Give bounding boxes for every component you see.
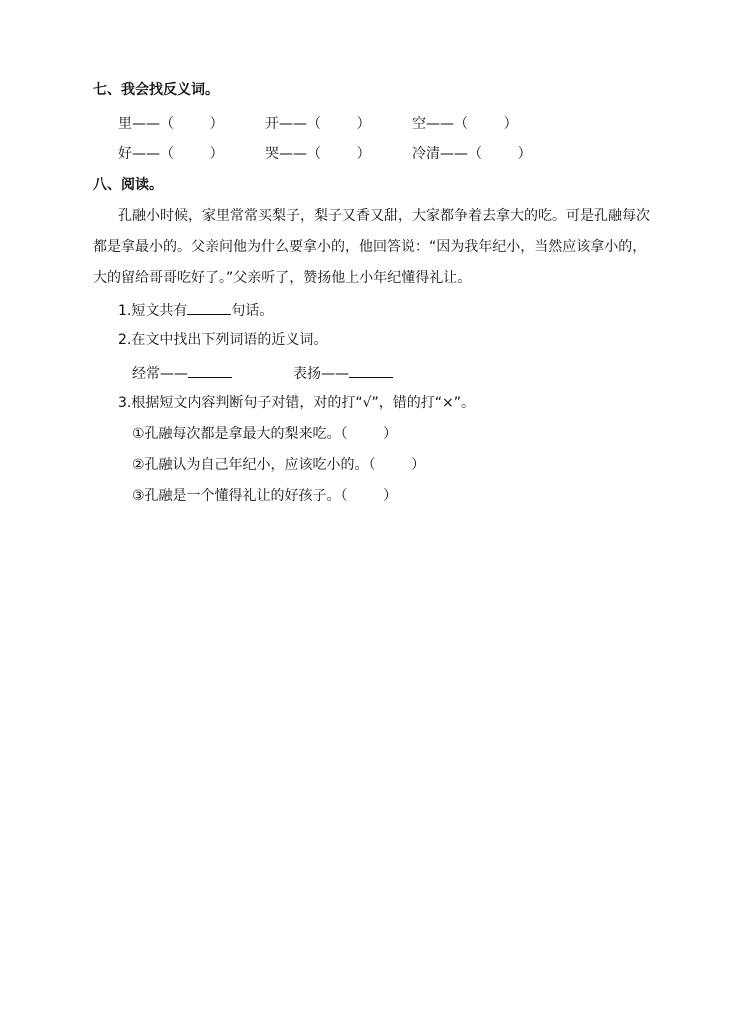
antonym-item: 里——（ ） [118, 116, 224, 132]
judge-item: ②孔融认为自己年纪小，应该吃小的。（ ） [132, 457, 426, 473]
question-3: 3.根据短文内容判断句子对错，对的打“√”，错的打“×”。 [118, 395, 476, 411]
question-2: 2.在文中找出下列词语的近义词。 [118, 332, 328, 348]
synonym-item [293, 363, 393, 383]
q1-after: 句话。 [231, 303, 274, 319]
judge-item: ③孔融是一个懂得礼让的好孩子。（ ） [132, 488, 398, 504]
synonym-item [132, 363, 232, 383]
passage-line: 都是拿最小的。父亲问他为什么要拿小的，他回答说：“因为我年纪小，当然应该拿小的， [93, 239, 647, 255]
section7-heading: 七、我会找反义词。 [93, 82, 219, 98]
synonym-word: 表扬—— [293, 366, 349, 382]
section8-heading: 八、阅读。 [93, 177, 163, 193]
passage-line: 大的留给哥哥吃好了。”父亲听了，赞扬他上小年纪懂得礼让。 [93, 270, 472, 286]
question-1 [118, 300, 273, 320]
antonym-item: 好——（ ） [118, 146, 224, 162]
antonym-item: 开——（ ） [265, 116, 371, 132]
antonym-item: 冷清——（ ） [412, 146, 532, 162]
answer-blank [349, 363, 393, 378]
antonym-item: 空——（ ） [412, 116, 518, 132]
answer-blank [187, 300, 231, 315]
answer-blank [188, 363, 232, 378]
q1-before: 1.短文共有 [118, 303, 188, 319]
passage-line: 孔融小时候，家里常常买梨子，梨子又香又甜，大家都争着去拿大的吃。可是孔融每次 [118, 208, 650, 224]
judge-item: ①孔融每次都是拿最大的梨来吃。（ ） [132, 426, 398, 442]
synonym-word: 经常—— [132, 366, 188, 382]
antonym-item: 哭——（ ） [265, 146, 371, 162]
